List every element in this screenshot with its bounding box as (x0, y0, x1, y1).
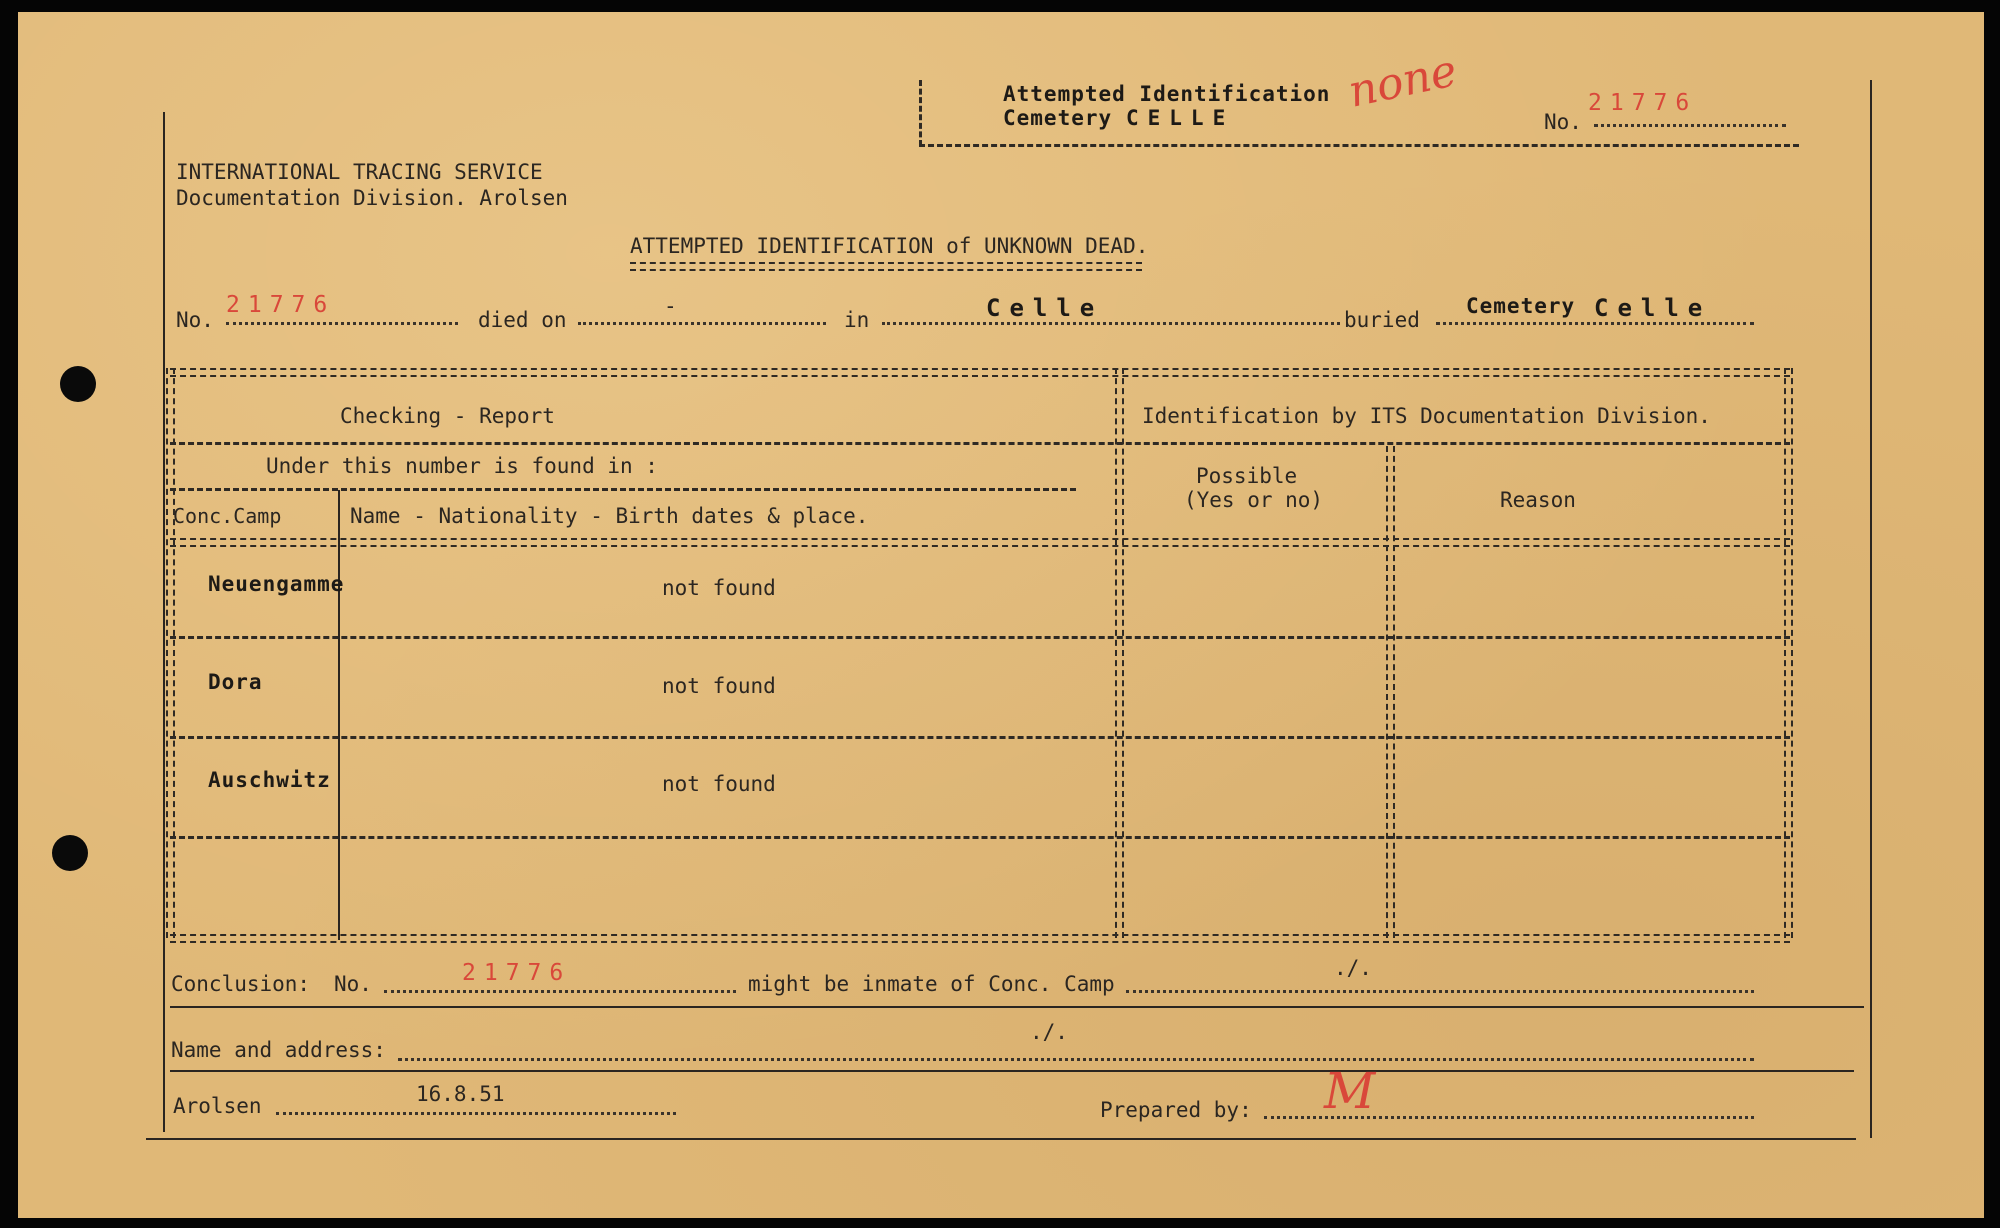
row-1-camp: Neuengamme (208, 572, 345, 596)
row-1-separator (170, 636, 1790, 639)
punch-hole-bottom (52, 835, 88, 871)
name-address-rule (170, 1070, 1854, 1072)
name-address-label: Name and address: (171, 1038, 386, 1062)
row-1-result: not found (662, 576, 776, 600)
camp-column-divider (338, 490, 340, 940)
prepared-by-signature: M (1324, 1062, 1376, 1120)
in-dots (882, 322, 1340, 325)
arolsen-label: Arolsen (173, 1094, 262, 1118)
col-possible-header-line1: Possible (1196, 464, 1298, 488)
row-3-separator (170, 836, 1790, 839)
conclusion-no-value: 21776 (462, 960, 572, 986)
table-reason-divider (1386, 446, 1395, 938)
might-be-inmate-text: might be inmate of Conc. Camp (748, 972, 1115, 996)
header-title: Attempted Identification (1003, 82, 1331, 106)
header-cemetery-value: CELLE (1126, 106, 1235, 130)
form-title-underline (630, 262, 1142, 271)
punch-hole-top (60, 366, 96, 402)
form-no-dots (226, 322, 458, 325)
conclusion-no-dots (384, 990, 736, 993)
header-cemetery-label: Cemetery (1003, 106, 1113, 130)
handwritten-none-annotation: none (1343, 45, 1462, 118)
row-2-separator (170, 736, 1790, 739)
row-2-camp: Dora (208, 670, 263, 694)
conclusion-camp-value: ./. (1334, 956, 1372, 980)
bottom-border (146, 1138, 1856, 1140)
form-no-label: No. (176, 308, 214, 332)
row-2-result: not found (662, 674, 776, 698)
under-number-text: Under this number is found in : (266, 454, 658, 478)
name-address-value: ./. (1030, 1020, 1068, 1044)
col-reason-header: Reason (1500, 488, 1576, 512)
checking-report-header: Checking - Report (340, 404, 555, 428)
buried-cemetery-label: Cemetery (1466, 294, 1576, 318)
date-dots (276, 1112, 676, 1115)
name-address-dots (398, 1058, 1754, 1061)
org-line1: INTERNATIONAL TRACING SERVICE (176, 160, 543, 184)
form-title: ATTEMPTED IDENTIFICATION of UNKNOWN DEAD. (630, 234, 1149, 258)
table-left-border (166, 368, 175, 938)
buried-value: Celle (1594, 294, 1712, 322)
in-label: in (844, 308, 870, 332)
col-camp-header: Conc.Camp (173, 504, 282, 528)
header-separator (170, 442, 1790, 445)
prepared-by-label: Prepared by: (1100, 1098, 1252, 1122)
left-border (163, 112, 165, 1132)
stamp-box-bottom-edge (919, 144, 1799, 147)
table-right-border (1784, 368, 1793, 938)
died-on-label: died on (478, 308, 567, 332)
table-top-border (170, 368, 1790, 377)
row-3-result: not found (662, 772, 776, 796)
buried-dots (1436, 322, 1754, 325)
header-no-value: 21776 (1588, 90, 1698, 116)
buried-label: buried (1344, 308, 1420, 332)
header-bottom-double-line (170, 538, 1790, 547)
conclusion-no-label: No. (334, 972, 372, 996)
stamp-box-left-edge (919, 80, 922, 146)
header-no-dots (1594, 124, 1786, 127)
prepared-by-dots (1264, 1116, 1754, 1119)
died-on-dots (578, 322, 826, 325)
record-card (18, 12, 1984, 1218)
right-border (1870, 80, 1872, 1138)
col-possible-header-line2: (Yes or no) (1184, 488, 1324, 512)
table-middle-divider (1115, 368, 1124, 938)
table-bottom-border (170, 934, 1790, 943)
col-details-header: Name - Nationality - Birth dates & place. (350, 504, 869, 528)
row-3-camp: Auschwitz (208, 768, 331, 792)
org-line2: Documentation Division. Arolsen (176, 186, 568, 210)
identification-header: Identification by ITS Documentation Division. (1142, 404, 1711, 428)
subheader-separator (170, 488, 1076, 491)
in-value: Celle (986, 294, 1104, 322)
date-value: 16.8.51 (416, 1082, 505, 1106)
conclusion-label: Conclusion: (171, 972, 311, 996)
died-on-value: - (664, 294, 677, 318)
header-no-label: No. (1544, 110, 1582, 134)
form-no-value: 21776 (226, 292, 336, 318)
conclusion-rule (170, 1006, 1864, 1008)
conclusion-camp-dots (1126, 990, 1754, 993)
